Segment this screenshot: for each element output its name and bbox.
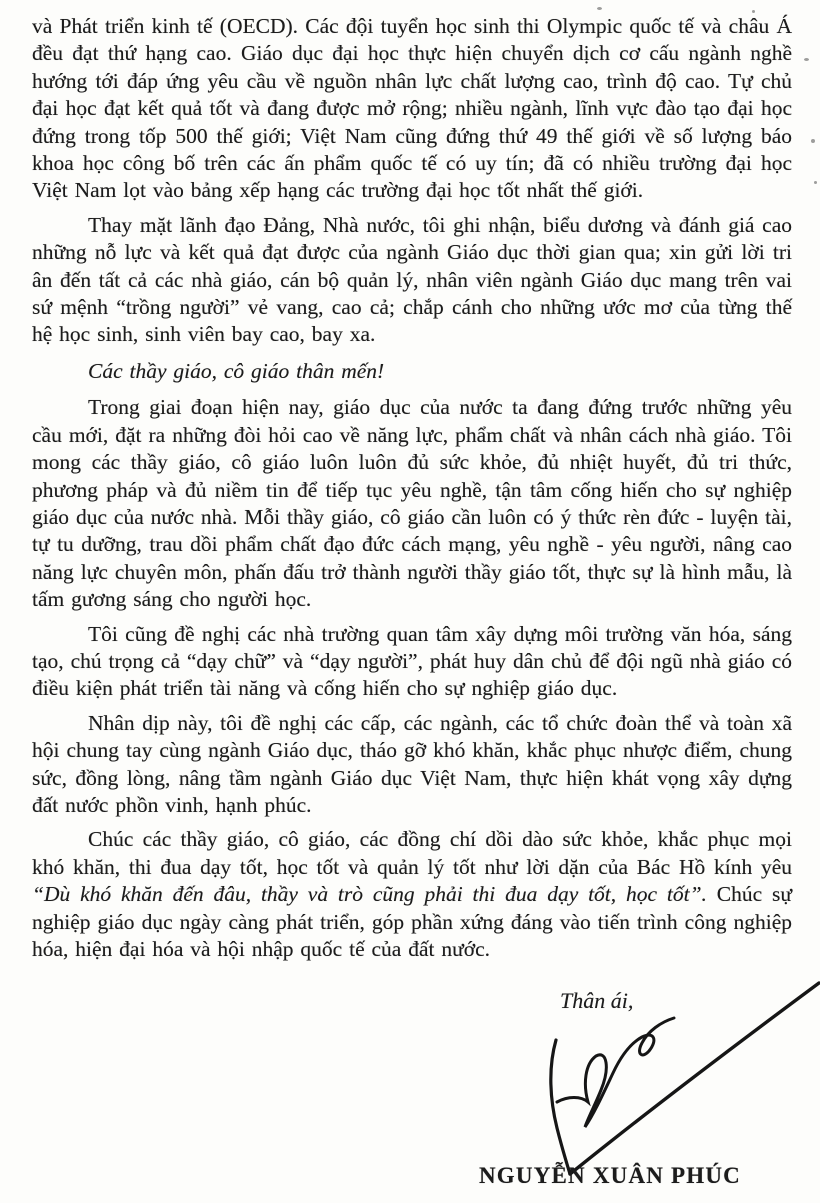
signature-image: [538, 978, 820, 1184]
paragraph-6-segment-normal-2: Chúc sự nghiệp giáo dục ngày càng phát triển, góp phần xứng đáng vào tiến trình công nghiệp hóa, hiện đại hóa và hội nhập quốc tế của đất nước.: [32, 882, 792, 961]
scan-speck: [814, 181, 817, 184]
letter-body: [32, 13, 792, 970]
signature-diagonal-stroke: [570, 983, 819, 1174]
paragraph-1: và Phát triển kinh tế (OECD). Các đội tuyển học sinh thi Olympic quốc tế và châu Á đều đạt thứ hạng cao. Giáo dục đại học thực hiện chuyển dịch cơ cấu ngành nghề hướng tới đáp ứng yêu cầu về nguồn nhân lực chất lượng cao, trình độ cao. Tự chủ đại học đạt kết quả tốt và đang được mở rộng; nhiều ngành, lĩnh vực đào tạo đại học đứng trong tốp 500 thế giới; Việt Nam cũng đứng thứ 49 thế giới về số lượng báo khoa học công bố trên các ấn phẩm quốc tế có uy tín; đã có nhiều trường đại học Việt Nam lọt vào bảng xếp hạng các trường đại học tốt nhất thế giới.: [32, 14, 792, 203]
paragraph-4: Tôi cũng đề nghị các nhà trường quan tâm xây dựng môi trường văn hóa, sáng tạo, chú trọng cả “dạy chữ” và “dạy người”, phát huy dân chủ để đội ngũ nhà giáo có điều kiện phát triển tài năng và cống hiến cho sự nghiệp giáo dục.: [32, 621, 792, 701]
closing-line: Thân ái,: [560, 988, 634, 1013]
scan-speck: [811, 139, 815, 143]
paragraph-6-segment-normal: Chúc các thầy giáo, cô giáo, các đồng chí dồi dào sức khỏe, khắc phục mọi khó khăn, thi đua dạy tốt, học tốt và quản lý tốt như lời dặn của Bác Hồ kính yêu: [32, 827, 792, 879]
signer-name: NGUYỄN XUÂN PHÚC: [479, 1163, 741, 1188]
paragraph-5: Nhân dịp này, tôi đề nghị các cấp, các ngành, các tổ chức đoàn thể và toàn xã hội chung tay cùng ngành Giáo dục, tháo gỡ khó khăn, khắc phục nhược điểm, chung sức, đồng lòng, nâng tầm ngành Giáo dục Việt Nam, thực hiện khát vọng xây dựng đất nước phồn vinh, hạnh phúc.: [32, 710, 792, 817]
paragraph-2: Thay mặt lãnh đạo Đảng, Nhà nước, tôi ghi nhận, biểu dương và đánh giá cao những nỗ lực và kết quả đạt được của ngành Giáo dục thời gian qua; xin gửi lời tri ân đến tất cả các nhà giáo, cán bộ quản lý, nhân viên ngành Giáo dục mang trên vai sứ mệnh “trồng người” vẻ vang, cao cả; chắp cánh cho những ước mơ của từng thế hệ học sinh, sinh viên bay cao, bay xa.: [32, 212, 792, 347]
scan-speck: [597, 7, 602, 10]
scan-speck: [752, 10, 755, 13]
scan-speck: [804, 58, 809, 61]
signature-vertical-stroke: [551, 1040, 570, 1174]
paragraph-6: [32, 826, 792, 963]
paragraph-3: Trong giai đoạn hiện nay, giáo dục của nước ta đang đứng trước những yêu cầu mới, đặt ra những đòi hỏi cao về năng lực, phẩm chất và nhân cách nhà giáo. Tôi mong các thầy giáo, cô giáo luôn luôn đủ sức khỏe, đủ nhiệt huyết, đủ tri thức, phương pháp và đủ niềm tin để tiếp tục yêu nghề, tận tâm cống hiến cho sự nghiệp giáo dục của nước nhà. Mỗi thầy giáo, cô giáo cần luôn có ý thức rèn đức - luyện tài, tự tu dưỡng, trau dồi phẩm chất đạo đức cách mạng, yêu nghề - yêu người, nâng cao năng lực chuyên môn, phấn đấu trở thành người thầy giáo tốt, thực sự là hình mẫu, là tấm gương sáng cho người học.: [32, 395, 792, 612]
signature-loops: [557, 1018, 674, 1127]
paragraph-6-quote-italic: “Dù khó khăn đến đâu, thầy và trò cũng phải thi đua dạy tốt, học tốt”.: [32, 882, 707, 907]
salutation-line: Các thầy giáo, cô giáo thân mến!: [88, 358, 385, 383]
